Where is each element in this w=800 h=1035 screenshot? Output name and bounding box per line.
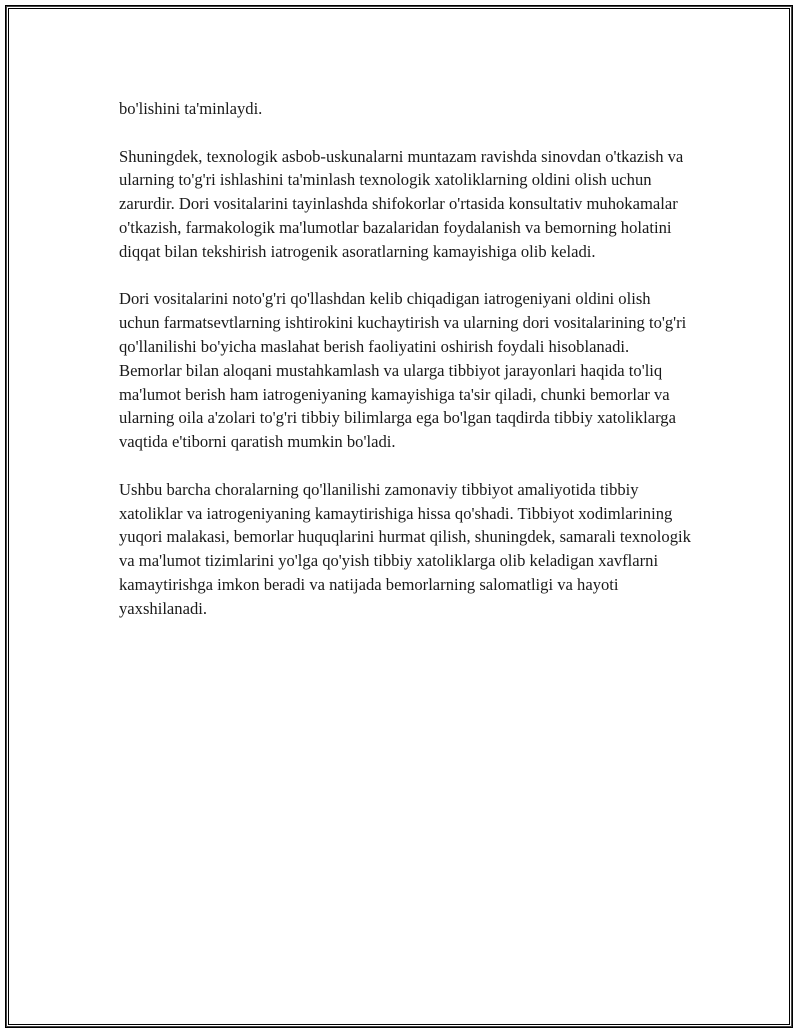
document-page bbox=[5, 5, 793, 1028]
paragraph-pharmacists: Dori vositalarini noto'g'ri qo'llashdan kelib chiqadigan iatrogeniyani oldini olish uchun farmatsevtlarning ishtirokini kuchaytirish va ularning dori vositalarining to'g'ri qo'llanilishi bo'yicha maslahat berish faoliyatini oshirish foydali hisoblanadi. Bemorlar bilan aloqani mustahkamlash va ularga tibbiyot jarayonlari haqida to'liq ma'lumot berish ham iatrogeniyaning kamayishiga ta'sir qiladi, chunki bemorlar va ularning oila a'zolari to'g'ri tibbiy bilimlarga ega bo'lgan taqdirda tibbiy xatoliklarga vaqtida e'tiborni qaratish mumkin bo'ladi. bbox=[119, 289, 687, 452]
paragraph-continuation: bo'lishini ta'minlaydi. bbox=[119, 99, 263, 118]
paragraph-conclusion: Ushbu barcha choralarning qo'llanilishi zamonaviy tibbiyot amaliyotida tibbiy xatoliklar va iatrogeniyaning kamaytirishiga hissa qo'shadi. Tibbiyot xodimlarining yuqori malakasi, bemorlar huquqlarini hurmat qilish, shuningdek, samarali texnologik va ma'lumot tizimlarini yo'lga qo'yish tibbiy xatoliklarga olib keladigan xavflarni kamaytirishga imkon beradi va natijada bemorlarning salomatligi va hayoti yaxshilanadi. bbox=[119, 479, 691, 618]
paragraph-technology: Shuningdek, texnologik asbob-uskunalarni muntazam ravishda sinovdan o'tkazish va ularning to'g'ri ishlashini ta'minlash texnologik xatoliklarning oldini olish uchun zarurdir. Dori vositalarini tayinlashda shifokorlar o'rtasida konsultativ muhokamalar o'tkazish, farmakologik ma'lumotlar bazalaridan foydalanish va bemorning holatini diqqat bilan tekshirish iatrogenik asoratlarning kamayishiga olib keladi. bbox=[119, 146, 684, 261]
document-body bbox=[119, 97, 694, 644]
